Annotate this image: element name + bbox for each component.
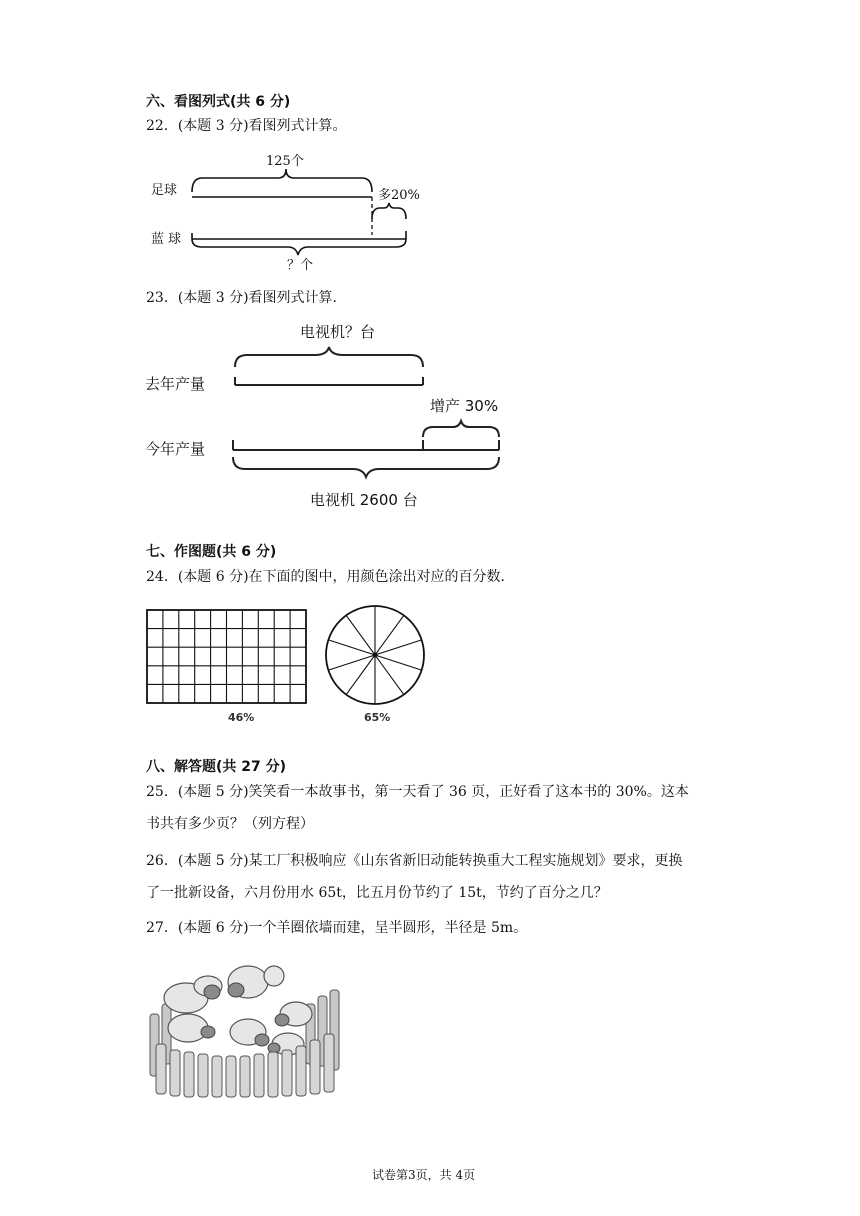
q24-grid-label: 46% (228, 711, 255, 724)
question-23-text: 23．(本题 3 分)看图列式计算. (146, 290, 337, 306)
sheep-pen-illustration (148, 952, 350, 1098)
section-seven-heading: 七、作图题(共 6 分) (146, 544, 277, 560)
q22-top-brace (192, 169, 372, 192)
section-six-heading: 六、看图列式(共 6 分) (146, 94, 291, 110)
q22-more-label: 多20% (378, 188, 420, 203)
question-24-text: 24．(本题 6 分)在下面的图中，用颜色涂出对应的百分数. (146, 569, 505, 585)
q23-bottom-label: 电视机 2600 台 (310, 491, 418, 509)
q23-row-last-year: 去年产量 (145, 375, 206, 393)
q23-top-label: 电视机？台 (300, 323, 376, 341)
q22-bottom-label: ？个 (287, 258, 314, 273)
q23-increase-brace (423, 421, 499, 437)
q23-bottom-brace (233, 457, 499, 477)
q22-top-label: 125个 (266, 154, 304, 169)
page-footer: 试卷第3页，共 4页 (372, 1168, 476, 1182)
section-eight-heading: 八、解答题(共 27 分) (146, 759, 287, 775)
q24-circle-label: 65% (364, 711, 391, 724)
q24-circle (323, 603, 427, 707)
q22-row-basketball: 蓝 球 (151, 232, 182, 247)
question-25-line1: 25．(本题 5 分)笑笑看一本故事书，第一天看了 36 页，正好看了这本书的 30%。这本 (146, 784, 689, 800)
q24-grid (146, 609, 308, 705)
q22-row-football: 足球 (151, 183, 178, 198)
q22-bottom-brace (192, 239, 406, 255)
question-26-line2: 了一批新设备，六月份用水 65t，比五月份节约了 15t，节约了百分之几？ (146, 885, 608, 901)
q23-top-brace (235, 347, 423, 367)
q23-row-this-year: 今年产量 (145, 440, 206, 458)
question-26-line1: 26．(本题 5 分)某工厂积极响应《山东省新旧动能转换重大工程实施规划》要求，更换 (146, 853, 683, 869)
question-27-text: 27．(本题 6 分)一个羊圈依墙而建，呈半圆形，半径是 5m。 (146, 920, 528, 936)
q22-small-brace (372, 203, 406, 219)
question-25-line2: 书共有多少页？（列方程） (146, 816, 314, 832)
q23-increase-label: 增产 30% (430, 397, 499, 415)
question-22-text: 22．(本题 3 分)看图列式计算。 (146, 118, 347, 134)
